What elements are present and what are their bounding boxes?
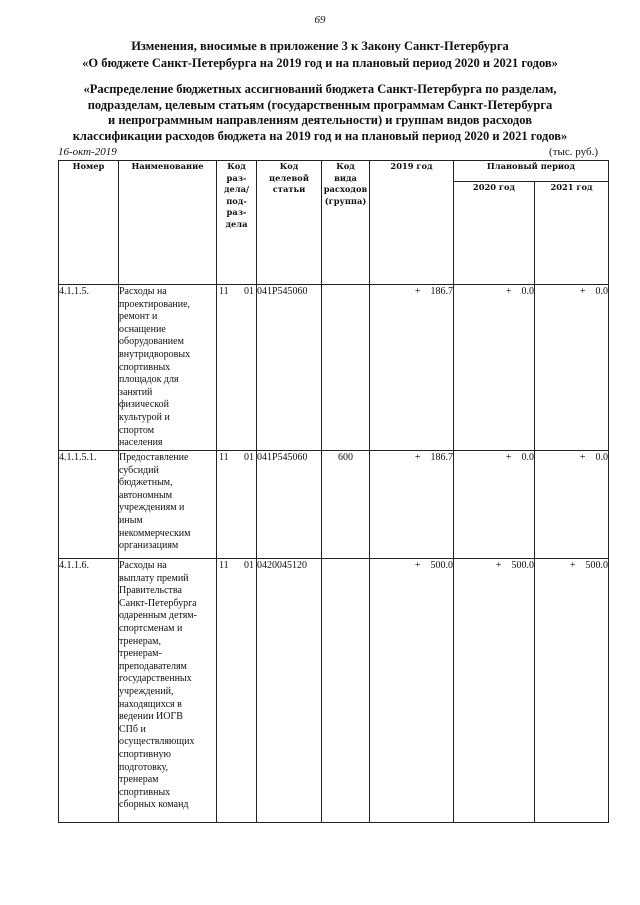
row-name-line: занятий xyxy=(119,386,153,398)
document-subheading xyxy=(40,82,600,144)
units-label: (тыс. руб.) xyxy=(549,146,598,158)
row-name-line: субсидий xyxy=(119,464,159,476)
row-name-line: ремонт и xyxy=(119,311,158,323)
row-amount-2021 xyxy=(535,285,609,451)
row-number: 4.1.1.6. xyxy=(59,559,119,823)
row-name-line: государственных xyxy=(119,673,192,685)
amount-sign: + xyxy=(414,560,421,571)
header-section-code-line: дела xyxy=(225,218,248,229)
row-name-line: спортивную xyxy=(119,748,171,760)
row-kind-code xyxy=(322,285,370,451)
row-name-line: спортом xyxy=(119,424,155,436)
row-amount-2019 xyxy=(370,285,454,451)
row-name-line: иным xyxy=(119,514,143,526)
amount-value: 186.7 xyxy=(430,452,453,463)
row-name-line: Расходы на xyxy=(119,560,167,571)
row-name-line: Санкт-Петербурга xyxy=(119,597,197,609)
row-name xyxy=(119,451,217,559)
amount-sign: + xyxy=(505,452,512,463)
amount-sign: + xyxy=(414,452,421,463)
row-number: 4.1.1.5.1. xyxy=(59,451,119,559)
row-name-line: тренерам xyxy=(119,774,159,786)
row-name-line: внутридворовых xyxy=(119,348,191,360)
budget-table xyxy=(58,160,609,823)
header-number: Номер xyxy=(59,161,119,285)
row-name-line: оборудованием xyxy=(119,336,184,348)
row-name-line: некоммерческим xyxy=(119,527,191,539)
table-row xyxy=(59,285,609,451)
row-section: 11 xyxy=(219,452,229,463)
row-name-line: физической xyxy=(119,399,169,411)
amount-sign: + xyxy=(579,452,586,463)
table-header xyxy=(59,161,609,285)
row-name-line: учреждениям и xyxy=(119,502,185,514)
header-year-2019: 2019 год xyxy=(370,161,454,285)
header-kind-code-line: вида xyxy=(334,172,357,183)
header-section-code xyxy=(217,161,257,285)
row-name-line: ведении ИОГВ xyxy=(119,711,183,723)
row-name-line: спортсменам и xyxy=(119,622,183,634)
header-name: Наименование xyxy=(119,161,217,285)
header-section-code-line: Код xyxy=(227,161,246,171)
header-planned-period: Плановый период xyxy=(454,161,609,182)
row-section: 11 xyxy=(219,560,229,571)
row-name-line: населения xyxy=(119,437,163,449)
row-name-line: автономным xyxy=(119,489,173,501)
row-name-line: тренерам- xyxy=(119,648,162,660)
row-amount-2019 xyxy=(370,451,454,559)
row-target-code: 041P545060 xyxy=(257,451,322,559)
subheading-line-3: и непрограммным направлениям деятельности) и группам видов расходов xyxy=(108,113,532,128)
row-name-line: организациям xyxy=(119,540,179,552)
amount-value: 186.7 xyxy=(430,286,453,297)
amount-value: 0.0 xyxy=(595,286,609,297)
row-amount-2021 xyxy=(535,559,609,823)
header-section-code-line: под- xyxy=(226,195,247,206)
row-name-line: оснащение xyxy=(119,323,166,335)
row-subsection: 01 xyxy=(244,286,254,297)
row-name-line: культурой и xyxy=(119,411,170,423)
row-name-line: осуществляющих xyxy=(119,736,195,748)
row-name-line: сборных команд xyxy=(119,799,189,811)
amount-value: 0.0 xyxy=(595,452,609,463)
row-name xyxy=(119,559,217,823)
row-name-line: бюджетным, xyxy=(119,477,173,489)
row-name xyxy=(119,285,217,451)
amount-sign: + xyxy=(579,286,586,297)
header-year-2021: 2021 год xyxy=(535,182,609,285)
row-name-line: подготовку, xyxy=(119,761,169,773)
row-kind-code: 600 xyxy=(322,451,370,559)
amount-value: 500.0 xyxy=(511,560,534,571)
document-date: 16-окт-2019 xyxy=(58,146,117,158)
header-section-code-line: раз- xyxy=(226,172,247,183)
header-section-code-line: раз- xyxy=(226,207,247,217)
amount-sign: + xyxy=(495,560,502,571)
header-target-code xyxy=(257,161,322,285)
header-section-code-line: дела/ xyxy=(223,184,250,194)
row-section-code xyxy=(217,285,257,451)
row-section-code xyxy=(217,451,257,559)
amount-sign: + xyxy=(569,560,576,571)
row-target-code: 041P545060 xyxy=(257,285,322,451)
row-name-line: спортивных xyxy=(119,361,171,373)
header-target-code-line: статьи xyxy=(272,184,306,194)
table-row xyxy=(59,559,609,823)
row-name-line: проектирование, xyxy=(119,298,191,310)
row-name-line: Расходы на xyxy=(119,286,167,297)
amount-sign: + xyxy=(414,286,421,297)
row-amount-2019 xyxy=(370,559,454,823)
heading-line-1: Изменения, вносимые в приложение 3 к Закону Санкт-Петербурга xyxy=(131,39,509,53)
row-name-line: СПб и xyxy=(119,723,146,735)
row-section: 11 xyxy=(219,286,229,297)
header-target-code-line: Код xyxy=(279,161,299,171)
amount-value: 500.0 xyxy=(585,560,609,571)
amount-value: 0.0 xyxy=(521,286,534,297)
header-kind-code-line: (группа) xyxy=(324,195,367,206)
row-name-line: выплату премий xyxy=(119,572,189,584)
header-kind-code xyxy=(322,161,370,285)
row-number: 4.1.1.5. xyxy=(59,285,119,451)
row-name-line: одаренным детям- xyxy=(119,610,197,622)
row-subsection: 01 xyxy=(244,560,254,571)
row-name-line: тренерам, xyxy=(119,635,161,647)
header-kind-code-line: расходов xyxy=(323,184,368,194)
amount-value: 0.0 xyxy=(521,452,534,463)
header-target-code-line: целевой xyxy=(269,172,309,183)
document-heading xyxy=(40,38,600,72)
page-number: 69 xyxy=(314,14,326,26)
heading-line-2: «О бюджете Санкт-Петербурга на 2019 год и на плановый период 2020 и 2021 годов» xyxy=(82,56,558,70)
row-amount-2020 xyxy=(454,559,535,823)
amount-sign: + xyxy=(505,286,512,297)
amount-value: 500.0 xyxy=(430,560,453,571)
row-target-code: 0420045120 xyxy=(257,559,322,823)
row-amount-2021 xyxy=(535,451,609,559)
table-body xyxy=(59,285,609,823)
row-section-code xyxy=(217,559,257,823)
row-name-line: преподавателям xyxy=(119,660,187,672)
row-amount-2020 xyxy=(454,285,535,451)
table-row xyxy=(59,451,609,559)
row-name-line: спортивных xyxy=(119,786,171,798)
header-kind-code-line: Код xyxy=(336,161,355,171)
header-year-2020: 2020 год xyxy=(454,182,535,285)
row-name-line: учреждений, xyxy=(119,685,174,697)
row-name-line: Предоставление xyxy=(119,452,189,463)
row-name-line: Правительства xyxy=(119,585,182,597)
row-subsection: 01 xyxy=(244,452,254,463)
row-name-line: находящихся в xyxy=(119,698,182,710)
subheading-line-4: классификации расходов бюджета на 2019 год и на плановый период 2020 и 2021 годов» xyxy=(72,128,568,143)
subheading-line-2: подразделам, целевым статьям (государственным программам Санкт-Петербурга xyxy=(87,97,553,112)
subheading-line-1: «Распределение бюджетных ассигнований бюджета Санкт-Петербурга по разделам, xyxy=(83,82,557,96)
row-kind-code xyxy=(322,559,370,823)
row-name-line: площадок для xyxy=(119,374,179,386)
row-amount-2020 xyxy=(454,451,535,559)
